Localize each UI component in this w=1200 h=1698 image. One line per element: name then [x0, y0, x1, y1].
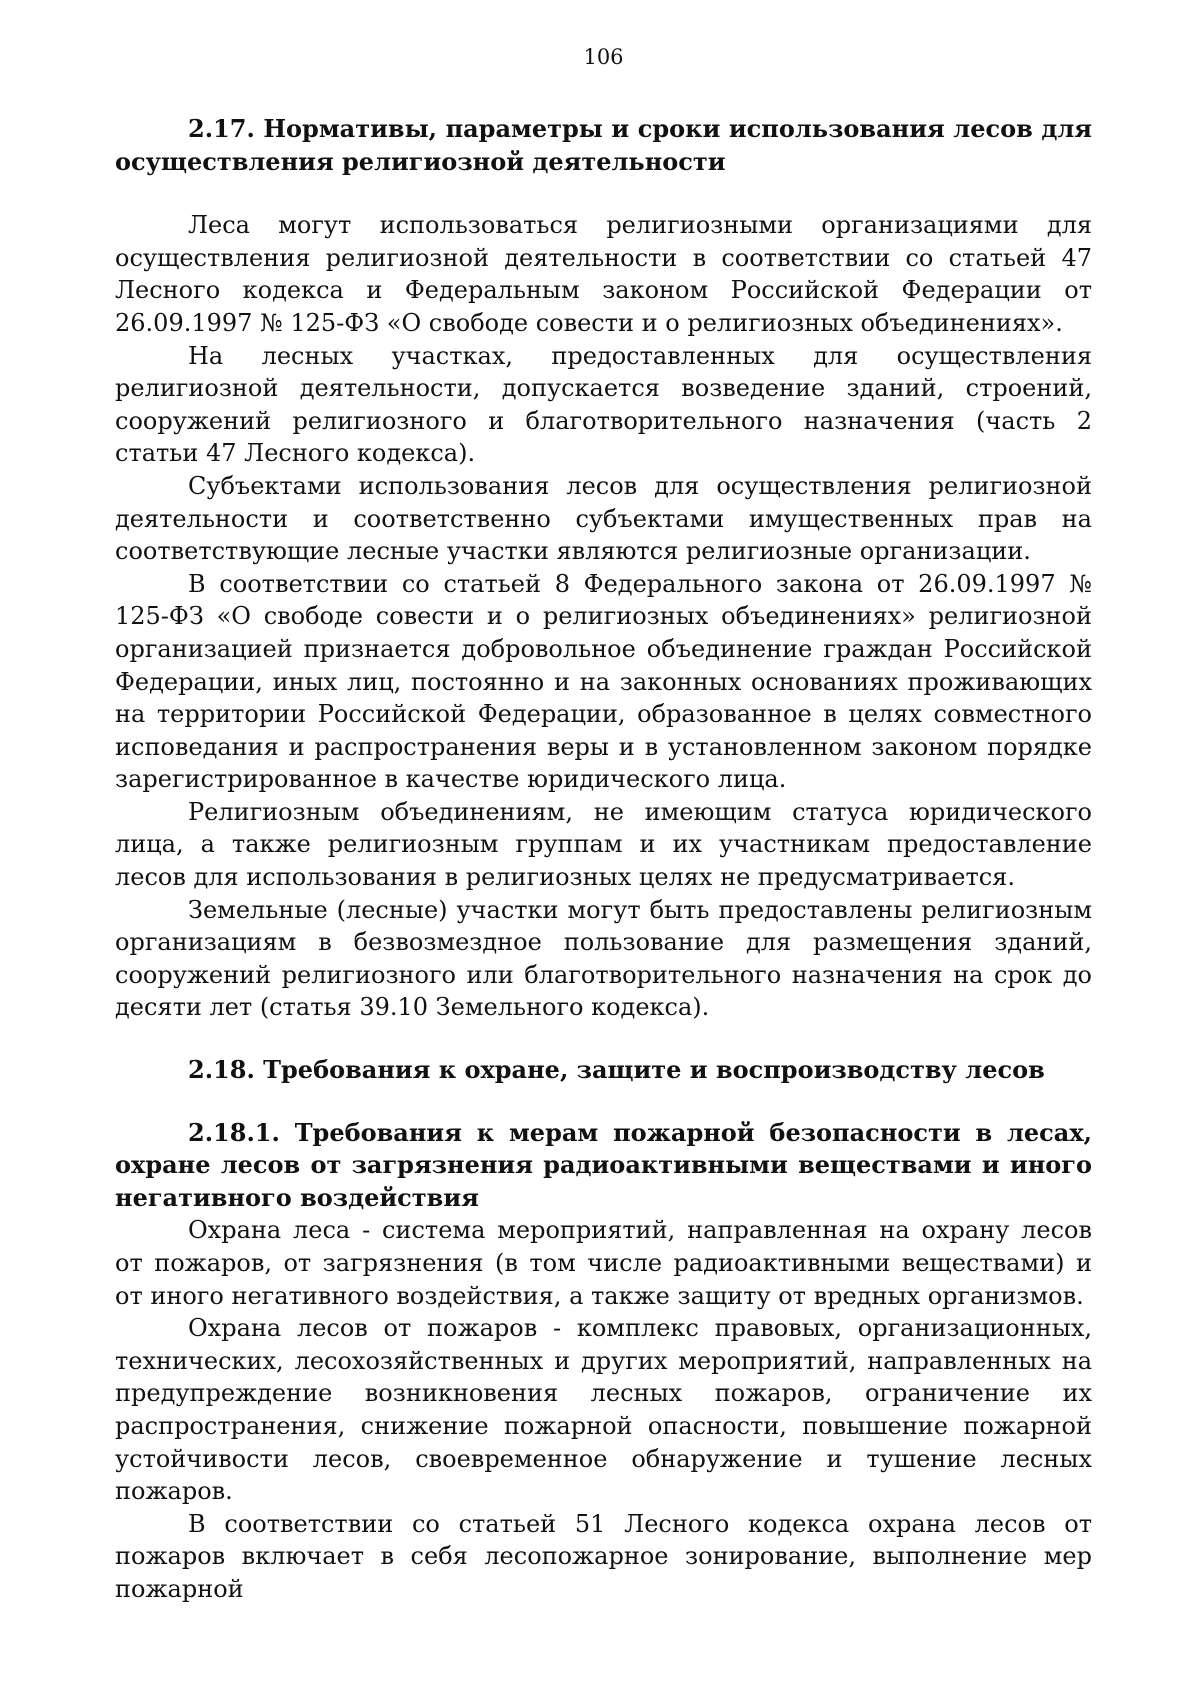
- paragraph: На лесных участках, предоставленных для осуществления религиозной деятельности, допускается возведение зданий, строений, сооружений религиозного и благотворительного назначения (часть 2 статьи 47 Лесного кодекса).: [115, 341, 1092, 468]
- page-number: 106: [583, 45, 624, 69]
- section-heading-2-18: 2.18. Требования к охране, защите и воспроизводству лесов: [188, 1055, 1045, 1085]
- document-content: [115, 113, 1092, 1606]
- paragraph: Религиозным объединениям, не имеющим статуса юридического лица, а также религиозным группам и их участникам предоставление лесов для использования в религиозных целях не предусматривается.: [115, 797, 1092, 892]
- paragraph: В соответствии со статьей 51 Лесного кодекса охрана лесов от пожаров включает в себя лесопожарное зонирование, выполнение мер пожарной: [115, 1509, 1092, 1603]
- paragraph: Земельные (лесные) участки могут быть предоставлены религиозным организациям в безвозмездное пользование для размещения зданий, сооружений религиозного или благотворительного назначения на срок до десяти лет (статья 39.10 Земельного кодекса).: [115, 895, 1092, 1022]
- paragraph: Субъектами использования лесов для осуществления религиозной деятельности и соответственно субъектами имущественных прав на соответствующие лесные участки являются религиозные организации.: [115, 471, 1092, 566]
- paragraph: В соответствии со статьей 8 Федерального закона от 26.09.1997 № 125-ФЗ «О свободе совести и о религиозных объединениях» религиозной организацией признается добровольное объединение граждан Российской Федерации, иных лиц, постоянно и на законных основаниях проживающих на территории Российской Федерации, образованное в целях совместного исповедания и распространения веры и в установленном законом порядке зарегистрированное в качестве юридического лица.: [115, 569, 1092, 794]
- section-heading-2-17: 2.17. Нормативы, параметры и сроки использования лесов для осуществления религиозной деятельности: [115, 114, 1092, 176]
- paragraph: Леса могут использоваться религиозными организациями для осуществления религиозной деятельности в соответствии со статьей 47 Лесного кодекса и Федеральным законом Российской Федерации от 26.09.1997 № 125-ФЗ «О свободе совести и о религиозных объединениях».: [115, 211, 1092, 337]
- paragraph: Охрана леса - система мероприятий, направленная на охрану лесов от пожаров, от загрязнения (в том числе радиоактивными веществами) и от иного негативного воздействия, а также защиту от вредных организмов.: [115, 1216, 1092, 1310]
- paragraph: Охрана лесов от пожаров - комплекс правовых, организационных, технических, лесохозяйственных и других мероприятий, направленных на предупреждение возникновения лесных пожаров, ограничение их распространения, снижение пожарной опасности, повышение пожарной устойчивости лесов, своевременное обнаружение и тушение лесных пожаров.: [115, 1314, 1092, 1506]
- section-heading-2-18-1: 2.18.1. Требования к мерам пожарной безопасности в лесах, охране лесов от загрязнения радиоактивными веществами и иного негативного воздействия: [115, 1117, 1092, 1212]
